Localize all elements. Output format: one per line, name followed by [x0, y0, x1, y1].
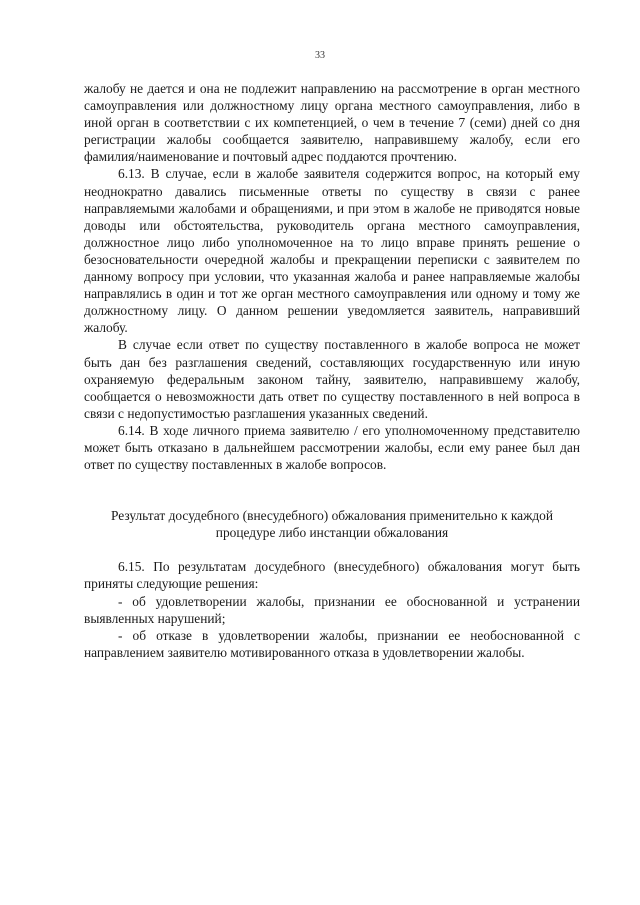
paragraph-6-14: 6.14. В ходе личного приема заявителю / его уполномоченному представителю может быть отказано в дальнейшем рассмотрении жалобы, если ему ранее был дан ответ по существу поставленных в жалобе вопросов.	[84, 422, 580, 473]
paragraph-decision-satisfy: - об удовлетворении жалобы, признании ее обоснованной и устранении выявленных нарушений;	[84, 593, 580, 626]
paragraph-6-13: 6.13. В случае, если в жалобе заявителя содержится вопрос, на который ему неоднократно давались письменные ответы по существу в связи с ранее направляемыми жалобами и обращениями, и при этом в жалобе не приводятся новые доводы или обстоятельства, руководитель органа местного самоуправления, должностное лицо либо уполномоченное на то лицо вправе принять решение о безосновательности очередной жалобы и прекращении переписки с заявителем по данному вопросу при условии, что указанная жалоба и ранее направляемые жалобы направлялись в один и тот же орган местного самоуправления или одному и тому же должностному лицу. О данном решении уведомляется заявитель, направивший жалобу.	[84, 166, 580, 336]
page-number: 33	[315, 50, 325, 61]
paragraph-6-15: 6.15. По результатам досудебного (внесудебного) обжалования могут быть приняты следующие решения:	[84, 559, 580, 592]
paragraph-decision-refuse: - об отказе в удовлетворении жалобы, признании ее необоснованной с направлением заявителю мотивированного отказа в удовлетворении жалобы.	[84, 627, 580, 660]
paragraph-continuation: жалобу не дается и она не подлежит направлению на рассмотрение в орган местного самоуправления или должностному лицу органа местного самоуправления, либо в иной орган в соответствии с их компетенцией, о чем в течение 7 (семи) дней со дня регистрации жалобы сообщается заявителю, направившему жалобу, если его фамилия/наименование и почтовый адрес поддаются прочтению.	[84, 81, 580, 165]
section-heading	[84, 507, 580, 541]
document-body	[84, 80, 580, 661]
section-heading-line-2: процедуре либо инстанции обжалования	[215, 525, 449, 541]
section-heading-line-1: Результат досудебного (внесудебного) обжалования применительно к каждой	[111, 508, 553, 524]
paragraph-state-secret: В случае если ответ по существу поставленного в жалобе вопроса не может быть дан без разглашения сведений, составляющих государственную или иную охраняемую федеральным законом тайну, заявителю, направившему жалобу, сообщается о невозможности дать ответ по существу поставленного в ней вопроса в связи с недопустимостью разглашения указанных сведений.	[84, 337, 580, 421]
